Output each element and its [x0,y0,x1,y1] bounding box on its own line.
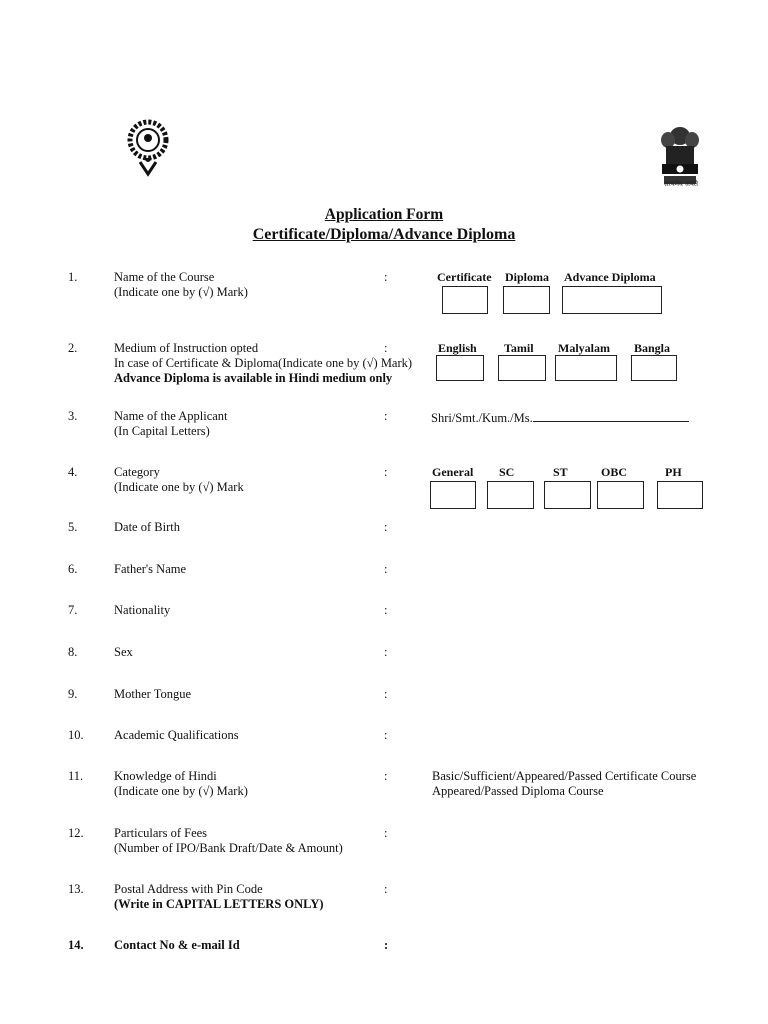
option-bangla-label: Bangla [634,341,671,355]
hindi-option-diploma[interactable]: Appeared/Passed Diploma Course [432,784,604,798]
option-general-label: General [432,465,474,479]
option-certificate-label: Certificate [437,270,492,284]
field-number: 11. [68,769,84,783]
colon: : [384,645,388,659]
label-note: (Indicate one by (√) Mark) [114,784,248,798]
field-number: 9. [68,687,78,701]
colon: : [384,465,388,479]
checkbox-tamil[interactable] [498,355,546,381]
hindi-option-certificate[interactable]: Basic/Sufficient/Appeared/Passed Certificate Course [432,769,697,783]
colon: : [384,826,388,840]
label-note: (Indicate one by (√) Mark [114,480,244,494]
honorific-prefix: Shri/Smt./Kum./Ms. [431,411,533,425]
colon: : [384,728,388,742]
form-subtitle: Certificate/Diploma/Advance Diploma [252,226,516,243]
field-number: 14. [68,938,84,952]
label-note: (In Capital Letters) [114,424,210,438]
option-english-label: English [438,341,477,355]
label-line: Particulars of Fees [114,826,208,840]
checkbox-certificate[interactable] [442,286,488,314]
label-note: (Number of IPO/Bank Draft/Date & Amount) [114,841,343,855]
option-obc-label: OBC [601,465,628,479]
label-note: (Indicate one by (√) Mark) [114,285,248,299]
field-label: Father's Name [114,562,187,576]
colon: : [384,270,388,284]
option-malyalam-label: Malyalam [558,341,610,355]
applicant-name-input[interactable] [431,409,689,426]
field-number: 2. [68,341,78,355]
option-ph-label: PH [665,465,682,479]
field-label: Sex [114,645,133,659]
label-note-bold: (Write in CAPITAL LETTERS ONLY) [114,897,324,911]
checkbox-obc[interactable] [597,481,644,509]
label-line: Medium of Instruction opted [114,341,259,355]
checkbox-general[interactable] [430,481,476,509]
checkbox-advance-diploma[interactable] [562,286,662,314]
field-number: 10. [68,728,84,742]
field-label: Nationality [114,603,171,617]
name-underline [533,409,689,422]
checkbox-diploma[interactable] [503,286,550,314]
label-note-bold: Advance Diploma is available in Hindi medium only [114,371,393,385]
colon: : [384,882,388,896]
checkbox-english[interactable] [436,355,484,381]
checkbox-malyalam[interactable] [555,355,617,381]
checkbox-st[interactable] [544,481,591,509]
field-number: 4. [68,465,78,479]
field-number: 12. [68,826,84,840]
field-label: Mother Tongue [114,687,192,701]
label-line: Name of the Course [114,270,215,284]
checkbox-bangla[interactable] [631,355,677,381]
colon: : [384,520,388,534]
field-label: Date of Birth [114,520,180,534]
institute-logo-icon [126,118,170,182]
checkbox-ph[interactable] [657,481,703,509]
option-st-label: ST [553,465,568,479]
option-diploma-label: Diploma [505,270,550,284]
field-label: Academic Qualifications [114,728,239,742]
form-title: Application Form [324,206,444,223]
colon: : [384,603,388,617]
hindi-options[interactable] [432,769,696,799]
option-sc-label: SC [499,465,515,479]
label-line: Knowledge of Hindi [114,769,217,783]
label-line: Postal Address with Pin Code [114,882,263,896]
colon: : [384,687,388,701]
colon: : [384,769,388,783]
label-line: Name of the Applicant [114,409,228,423]
field-number: 6. [68,562,78,576]
option-advance-diploma-label: Advance Diploma [564,270,656,284]
field-number: 7. [68,603,78,617]
colon: : [384,341,388,355]
field-number: 8. [68,645,78,659]
colon: : [384,562,388,576]
option-tamil-label: Tamil [504,341,534,355]
field-number: 1. [68,270,78,284]
checkbox-sc[interactable] [487,481,534,509]
field-label: Contact No & e-mail Id [114,938,240,952]
colon: : [384,938,389,952]
label-line: Category [114,465,160,479]
field-number: 13. [68,882,84,896]
field-label [114,341,454,386]
label-note: In case of Certificate & Diploma(Indicate one by (√) Mark) [114,356,413,370]
emblem-motto: सत्यमेव जयते [664,180,698,188]
field-number: 3. [68,409,78,423]
field-number: 5. [68,520,78,534]
colon: : [384,409,388,423]
